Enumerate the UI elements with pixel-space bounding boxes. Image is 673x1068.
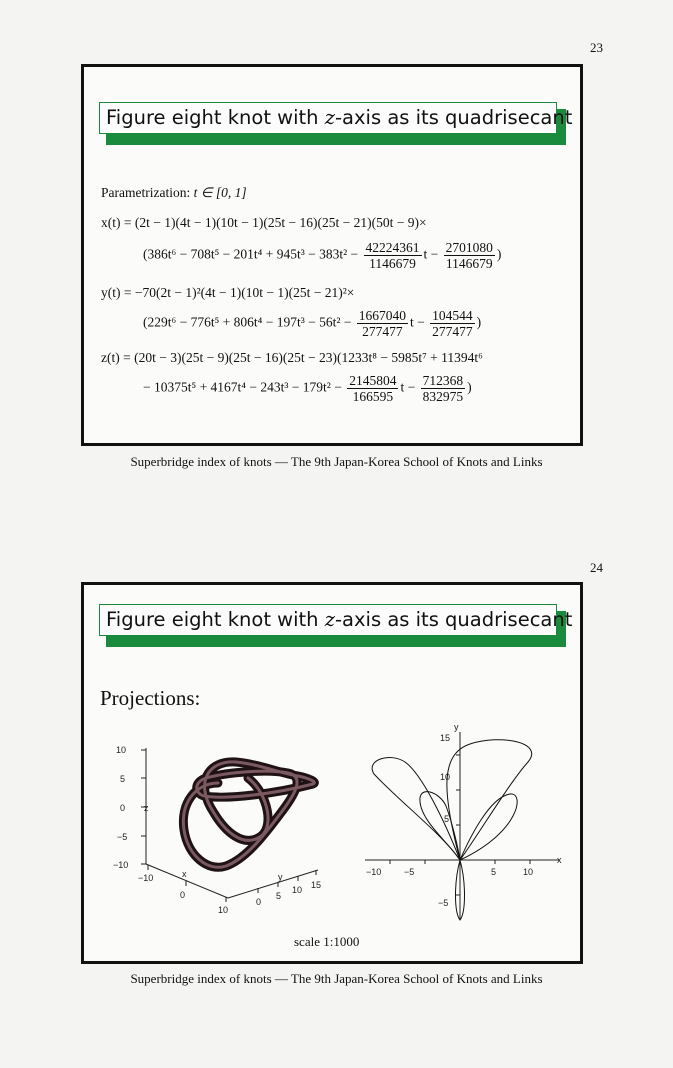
- y-tick-label: 10: [440, 772, 451, 782]
- title-text-post: -axis as its quadrisecant: [335, 608, 573, 631]
- x-fraction-2: $\frac{2701080}{1146679}$: [445, 240, 493, 271]
- slide-title: [99, 102, 573, 134]
- z-equation-line1: z(t) = (20t − 3)(25t − 9)(25t − 16)(25t − 23)(1233t⁸ − 5985t⁷ + 11394t⁶: [101, 350, 483, 365]
- y-tick-label: 15: [440, 733, 451, 743]
- x-close-paren: ): [496, 246, 502, 262]
- z-tick-label: 0: [120, 803, 126, 813]
- x-tick-label: 10: [523, 867, 534, 877]
- y-tick-label: 5: [276, 891, 282, 901]
- y-equation-line2: [143, 308, 481, 339]
- z-tick-label: −10: [113, 860, 129, 870]
- y-fraction-1: $\frac{1667040}{277477}$: [358, 308, 407, 339]
- x-t-minus: t −: [423, 246, 439, 262]
- x-tick-label: −5: [404, 867, 415, 877]
- param-range: t ∈ [0, 1]: [193, 185, 247, 200]
- page-footer: Superbridge index of knots — The 9th Japan-Korea School of Knots and Links: [130, 454, 543, 469]
- page-number: 23: [590, 40, 603, 55]
- knot-projection-curve: [372, 740, 532, 920]
- projections-label: Projections:: [100, 686, 201, 710]
- param-label: Parametrization:: [101, 185, 191, 200]
- y-tick-label: 10: [292, 885, 303, 895]
- x-axis-label: x: [182, 869, 187, 879]
- x-equation-line2: [143, 240, 501, 271]
- x-tick-label: −10: [138, 873, 154, 883]
- x-axis-label: x: [557, 855, 562, 865]
- x-tick-label: 5: [491, 867, 497, 877]
- title-variable: z: [324, 106, 336, 129]
- title-text-post: -axis as its quadrisecant: [335, 106, 573, 129]
- z-fraction-2: $\frac{712368}{832975}$: [422, 373, 464, 404]
- title-variable: z: [324, 608, 336, 631]
- z-tick-label: 10: [116, 745, 127, 755]
- x-tick-label: −10: [366, 867, 382, 877]
- knot-2d-projection-plot: [360, 722, 580, 922]
- x-fraction-1: $\frac{42224361}{1146679}$: [365, 240, 420, 271]
- figure-eight-knot-tube: [183, 762, 314, 867]
- y-axis-label: y: [278, 872, 283, 882]
- z-equation-line2: [143, 373, 472, 404]
- page-number: 24: [590, 560, 603, 575]
- z-tick-label: −5: [117, 832, 128, 842]
- z-poly: − 10375t⁵ + 4167t⁴ − 243t³ − 179t² −: [143, 379, 342, 395]
- knot-3d-plot: [108, 738, 358, 918]
- z-t-minus: t −: [400, 379, 416, 395]
- x-equation-line1: x(t) = (2t − 1)(4t − 1)(10t − 1)(25t − 16)(25t − 21)(50t − 9)×: [101, 215, 427, 230]
- y-tick-label: 15: [311, 880, 322, 890]
- y-tick-label: 5: [444, 814, 450, 824]
- y-equation-line1: y(t) = −70(2t − 1)²(4t − 1)(10t − 1)(25t − 21)²×: [101, 285, 355, 300]
- title-text-pre: Figure eight knot with: [106, 106, 325, 129]
- scale-caption: scale 1:1000: [294, 934, 360, 949]
- x-tick-label: 0: [180, 890, 186, 900]
- y-fraction-2: $\frac{104544}{277477}$: [432, 308, 473, 339]
- y-poly: (229t⁶ − 776t⁵ + 806t⁴ − 197t³ − 56t² −: [143, 314, 352, 330]
- title-text-pre: Figure eight knot with: [106, 608, 325, 631]
- y-t-minus: t −: [410, 314, 425, 330]
- y-axis-label: y: [454, 722, 459, 732]
- y-tick-label: −5: [438, 898, 449, 908]
- z-axis-label: z: [144, 803, 149, 813]
- y-tick-label: 0: [256, 897, 262, 907]
- y-close-paren: ): [476, 314, 482, 330]
- page-footer: Superbridge index of knots — The 9th Japan-Korea School of Knots and Links: [130, 971, 543, 986]
- z-tick-label: 5: [120, 774, 126, 784]
- z-close-paren: ): [467, 379, 472, 395]
- x-poly: (386t⁶ − 708t⁵ − 201t⁴ + 945t³ − 383t² −: [143, 246, 359, 262]
- z-fraction-1: $\frac{2145804}{166595}$: [349, 373, 397, 404]
- slide-title: [99, 604, 573, 636]
- parametrization-line: [101, 185, 247, 201]
- x-tick-label: 10: [218, 905, 229, 915]
